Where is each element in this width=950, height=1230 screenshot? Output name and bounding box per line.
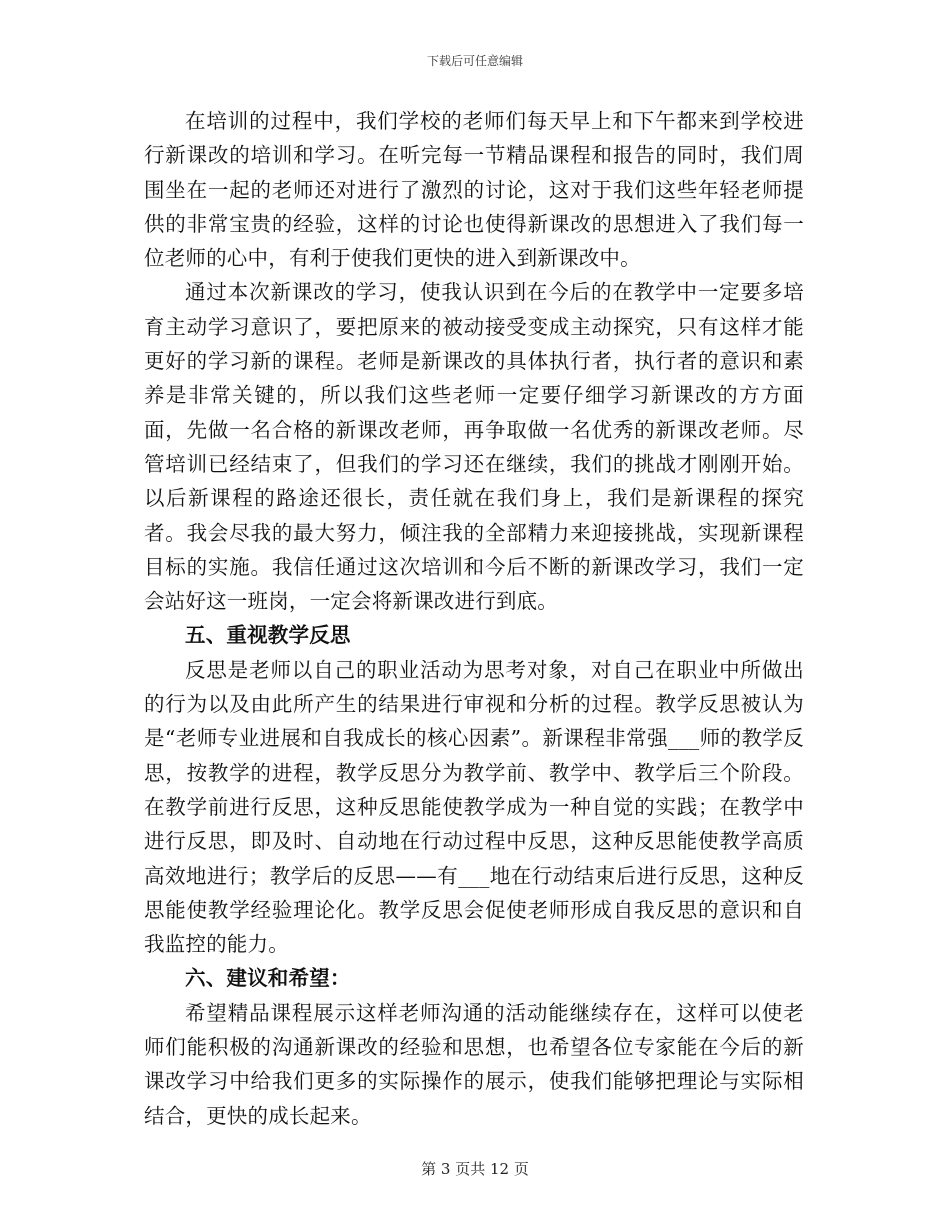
section-heading-reflection: 五、重视教学反思 xyxy=(185,623,351,648)
paragraph-training-process: 在培训的过程中，我们学校的老师们每天早上和下午都来到学校进行新课改的培训和学习。在听完每一节精品课程和报告的同时，我们周围坐在一起的老师还对进行了激烈的讨论，这对于我们这些年轻老师提供的非常宝贵的经验，这样的讨论也使得新课改的思想进入了我们每一位老师的心中，有利于使我们更快的进入到新课改中。 xyxy=(144,109,804,271)
document-body xyxy=(144,104,804,1133)
paragraph-suggestions: 希望精品课程展示这样老师沟通的活动能继续存在，这样可以使老师们能积极的沟通新课改的经验和思想，也希望各位专家能在今后的新课改学习中给我们更多的实际操作的展示，使我们能够把理论与实际相结合，更快的成长起来。 xyxy=(144,1000,804,1128)
section-heading-suggestions: 六、建议和希望： xyxy=(185,966,351,991)
paragraph-teaching-reflection: 反思是老师以自己的职业活动为思考对象，对自己在职业中所做出的行为以及由此所产生的结果进行审视和分析的过程。教学反思被认为是“老师专业进展和自我成长的核心因素”。新课程非常强___师的教学反思，按教学的进程，教学反思分为教学前、教学中、教学后三个阶段。在教学前进行反思，这种反思能使教学成为一种自觉的实践；在教学中进行反思，即及时、自动地在行动过程中反思，这种反思能使教学高质高效地进行；教学后的反思——有___地在行动结束后进行反思，这种反思能使教学经验理论化。教学反思会促使老师形成自我反思的意识和自我监控的能力。 xyxy=(144,657,804,957)
page-number-footer: 第 3 页共 12 页 xyxy=(421,1160,529,1178)
paragraph-new-curriculum-learning: 通过本次新课改的学习，使我认识到在今后的在教学中一定要多培育主动学习意识了，要把原来的被动接受变成主动探究，只有这样才能更好的学习新的课程。老师是新课改的具体执行者，执行者的意识和素养是非常关键的，所以我们这些老师一定要仔细学习新课改的方方面面，先做一名合格的新课改老师，再争取做一名优秀的新课改老师。尽管培训已经结束了，但我们的学习还在继续，我们的挑战才刚刚开始。以后新课程的路途还很长，责任就在我们身上，我们是新课程的探究者。我会尽我的最大努力，倾注我的全部精力来迎接挑战，实现新课程目标的实施。我信任通过这次培训和今后不断的新课改学习，我们一定会站好这一班岗，一定会将新课改进行到底。 xyxy=(144,280,804,614)
page-header: 下载后可任意编辑 xyxy=(426,54,523,68)
